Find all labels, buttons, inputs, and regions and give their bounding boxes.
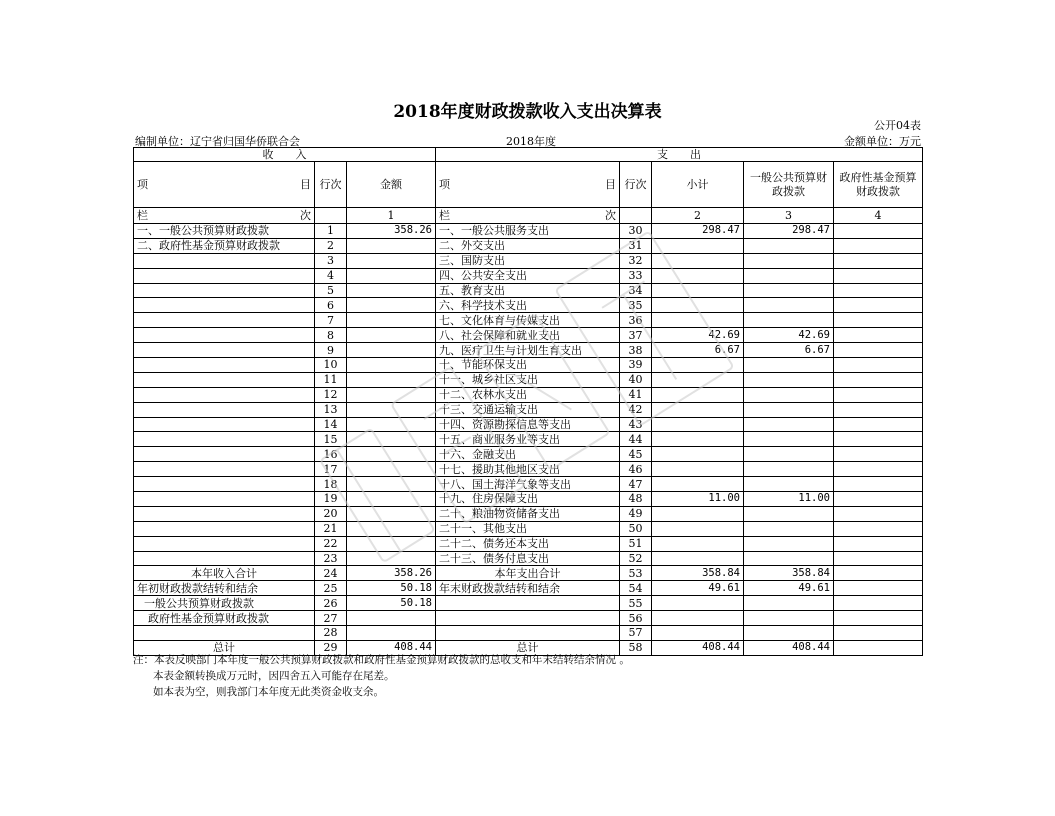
expense-subtotal-cell xyxy=(652,268,744,283)
expense-item-cell: 一、一般公共服务支出 xyxy=(436,224,620,239)
income-item-cell xyxy=(134,432,315,447)
income-amount-cell xyxy=(347,402,436,417)
income-row-no-cell: 28 xyxy=(315,626,347,641)
expense-item-cell: 十三、交通运输支出 xyxy=(436,402,620,417)
expense-fund-cell xyxy=(834,536,923,551)
expense-subtotal-cell: 11.00 xyxy=(652,492,744,507)
income-amount-cell: 358.26 xyxy=(347,566,436,581)
table-row xyxy=(134,372,923,387)
income-amount-cell xyxy=(347,387,436,402)
expense-item-cell: 七、文化体育与传媒支出 xyxy=(436,313,620,328)
expense-general-cell xyxy=(744,611,834,626)
income-amount-cell: 50.18 xyxy=(347,581,436,596)
income-amount-cell xyxy=(347,462,436,477)
income-row-no-cell: 29 xyxy=(315,640,347,655)
income-amount-cell xyxy=(347,268,436,283)
income-amount-cell: 408.44 xyxy=(347,640,436,655)
income-section-header: 收 入 xyxy=(134,148,436,162)
income-amount-cell xyxy=(347,298,436,313)
expense-row-no-cell: 51 xyxy=(620,536,652,551)
expense-subtotal-cell xyxy=(652,596,744,611)
expense-item-cell: 十一、城乡社区支出 xyxy=(436,372,620,387)
expense-general-cell xyxy=(744,477,834,492)
table-row xyxy=(134,462,923,477)
expense-row-no-cell: 43 xyxy=(620,417,652,432)
income-amount-cell xyxy=(347,492,436,507)
income-row-no-cell: 27 xyxy=(315,611,347,626)
expense-general-cell xyxy=(744,372,834,387)
income-item-cell xyxy=(134,551,315,566)
footnote-1: 注：本表反映部门本年度一般公共预算财政拨款和政府性基金预算财政拨款的总收支和年末结转结余情况 。 xyxy=(133,654,630,666)
column-header-row xyxy=(134,162,923,208)
expense-fund-cell xyxy=(834,447,923,462)
expense-row-no-cell: 58 xyxy=(620,640,652,655)
expense-row-no-cell: 32 xyxy=(620,253,652,268)
compiling-unit: 编制单位：辽宁省归国华侨联合会 xyxy=(135,135,300,148)
expense-subtotal-cell xyxy=(652,506,744,521)
expense-item-cell: 五、教育支出 xyxy=(436,283,620,298)
income-item-cell: 本年收入合计 xyxy=(134,566,315,581)
income-item-cell xyxy=(134,506,315,521)
income-amount-cell xyxy=(347,238,436,253)
income-row-no-cell: 14 xyxy=(315,417,347,432)
expense-item-cell xyxy=(436,596,620,611)
income-item-cell xyxy=(134,372,315,387)
expense-subtotal-cell: 298.47 xyxy=(652,224,744,239)
income-row-no-cell: 10 xyxy=(315,358,347,373)
expense-fund-cell xyxy=(834,551,923,566)
year-total-row xyxy=(134,566,923,581)
expense-fund-cell xyxy=(834,506,923,521)
expense-subtotal-header: 小计 xyxy=(652,162,744,208)
income-row-no-cell: 12 xyxy=(315,387,347,402)
footnote-3: 如本表为空，则我部门本年度无此类资金收支余。 xyxy=(153,686,384,698)
expense-subtotal-cell: 408.44 xyxy=(652,640,744,655)
expense-item-cell: 总计 xyxy=(436,640,620,655)
expense-item-header: 项 目 xyxy=(436,162,620,208)
income-item-cell xyxy=(134,477,315,492)
expense-subtotal-cell xyxy=(652,477,744,492)
expense-row-no-header: 行次 xyxy=(620,162,652,208)
expense-colno-blank xyxy=(620,208,652,224)
income-row-no-cell: 23 xyxy=(315,551,347,566)
income-item-cell xyxy=(134,402,315,417)
table-row xyxy=(134,253,923,268)
expense-general-cell: 6.67 xyxy=(744,343,834,358)
income-colno-blank xyxy=(315,208,347,224)
expense-fund-cell xyxy=(834,626,923,641)
expense-subtotal-cell xyxy=(652,417,744,432)
income-row-no-cell: 16 xyxy=(315,447,347,462)
income-item-cell xyxy=(134,358,315,373)
table-row xyxy=(134,477,923,492)
expense-colno-label: 栏 次 xyxy=(436,208,620,224)
currency-unit: 金额单位：万元 xyxy=(844,135,921,148)
expense-general-cell xyxy=(744,402,834,417)
expense-fund-cell xyxy=(834,283,923,298)
income-row-no-cell: 24 xyxy=(315,566,347,581)
expense-row-no-cell: 57 xyxy=(620,626,652,641)
expense-item-cell: 十、节能环保支出 xyxy=(436,358,620,373)
expense-subtotal-cell xyxy=(652,626,744,641)
income-item-cell xyxy=(134,417,315,432)
expense-general-cell xyxy=(744,536,834,551)
expense-general-cell xyxy=(744,387,834,402)
expense-subtotal-cell xyxy=(652,283,744,298)
table-row xyxy=(134,447,923,462)
expense-item-cell: 八、社会保障和就业支出 xyxy=(436,328,620,343)
expense-fund-cell xyxy=(834,268,923,283)
section-header-row xyxy=(134,148,923,162)
table-row xyxy=(134,492,923,507)
income-item-cell: 总计 xyxy=(134,640,315,655)
income-row-no-cell: 7 xyxy=(315,313,347,328)
expense-general-cell xyxy=(744,313,834,328)
expense-row-no-cell: 53 xyxy=(620,566,652,581)
expense-fund-cell xyxy=(834,313,923,328)
fiscal-appropriation-table xyxy=(133,147,923,656)
expense-general-cell xyxy=(744,447,834,462)
income-item-cell xyxy=(134,343,315,358)
expense-subtotal-cell xyxy=(652,462,744,477)
income-row-no-cell: 13 xyxy=(315,402,347,417)
expense-section-header: 支 出 xyxy=(436,148,923,162)
expense-fund-cell xyxy=(834,477,923,492)
expense-general-cell xyxy=(744,283,834,298)
expense-subtotal-cell xyxy=(652,313,744,328)
income-item-cell xyxy=(134,462,315,477)
expense-item-cell: 二十二、债务还本支出 xyxy=(436,536,620,551)
expense-row-no-cell: 50 xyxy=(620,521,652,536)
table-row xyxy=(134,536,923,551)
expense-row-no-cell: 36 xyxy=(620,313,652,328)
expense-fund-cell xyxy=(834,298,923,313)
footnotes xyxy=(133,652,630,700)
income-row-no-cell: 18 xyxy=(315,477,347,492)
expense-row-no-cell: 55 xyxy=(620,596,652,611)
expense-item-cell: 十四、资源勘探信息等支出 xyxy=(436,417,620,432)
income-item-cell: 一、一般公共预算财政拨款 xyxy=(134,224,315,239)
expense-fund-cell xyxy=(834,581,923,596)
table-row xyxy=(134,506,923,521)
expense-subtotal-cell xyxy=(652,358,744,373)
income-row-no-cell: 25 xyxy=(315,581,347,596)
income-amount-cell xyxy=(347,313,436,328)
income-row-no-cell: 17 xyxy=(315,462,347,477)
expense-fund-cell xyxy=(834,596,923,611)
income-item-cell xyxy=(134,328,315,343)
footnote-2: 本表金额转换成万元时，因四舍五入可能存在尾差。 xyxy=(153,670,395,682)
income-amount-cell: 50.18 xyxy=(347,596,436,611)
income-row-no-cell: 9 xyxy=(315,343,347,358)
table-row xyxy=(134,521,923,536)
income-amount-cell xyxy=(347,447,436,462)
colno-3: 3 xyxy=(744,208,834,224)
expense-row-no-cell: 56 xyxy=(620,611,652,626)
expense-item-cell: 十八、国土海洋气象等支出 xyxy=(436,477,620,492)
expense-subtotal-cell xyxy=(652,387,744,402)
expense-subtotal-cell xyxy=(652,447,744,462)
income-item-cell: 一般公共预算财政拨款 xyxy=(134,596,315,611)
expense-item-cell: 二、外交支出 xyxy=(436,238,620,253)
expense-fund-cell xyxy=(834,640,923,655)
income-amount-cell xyxy=(347,283,436,298)
table-row xyxy=(134,298,923,313)
income-row-no-cell: 5 xyxy=(315,283,347,298)
expense-fund-cell xyxy=(834,417,923,432)
income-item-cell xyxy=(134,447,315,462)
table-row xyxy=(134,283,923,298)
table-row xyxy=(134,387,923,402)
form-number: 公开04表 xyxy=(874,119,921,132)
expense-subtotal-cell: 6.67 xyxy=(652,343,744,358)
colno-2: 2 xyxy=(652,208,744,224)
income-amount-cell xyxy=(347,343,436,358)
expense-fund-cell xyxy=(834,372,923,387)
table-row xyxy=(134,551,923,566)
expense-subtotal-cell xyxy=(652,432,744,447)
expense-general-cell xyxy=(744,268,834,283)
colno-4: 4 xyxy=(834,208,923,224)
expense-subtotal-cell xyxy=(652,372,744,387)
income-amount-cell xyxy=(347,253,436,268)
income-amount-cell xyxy=(347,372,436,387)
expense-subtotal-cell xyxy=(652,253,744,268)
expense-row-no-cell: 37 xyxy=(620,328,652,343)
expense-general-cell xyxy=(744,238,834,253)
income-item-cell xyxy=(134,283,315,298)
expense-subtotal-cell xyxy=(652,402,744,417)
table-row xyxy=(134,343,923,358)
expense-row-no-cell: 34 xyxy=(620,283,652,298)
income-row-no-cell: 4 xyxy=(315,268,347,283)
expense-subtotal-cell xyxy=(652,238,744,253)
expense-row-no-cell: 35 xyxy=(620,298,652,313)
expense-fund-cell xyxy=(834,224,923,239)
expense-subtotal-cell: 358.84 xyxy=(652,566,744,581)
income-amount-cell xyxy=(347,551,436,566)
income-amount-cell xyxy=(347,521,436,536)
expense-item-cell: 六、科学技术支出 xyxy=(436,298,620,313)
table-row xyxy=(134,417,923,432)
expense-fund-cell xyxy=(834,238,923,253)
income-amount-header: 金额 xyxy=(347,162,436,208)
income-item-cell xyxy=(134,268,315,283)
expense-fund-cell xyxy=(834,521,923,536)
income-row-no-cell: 11 xyxy=(315,372,347,387)
income-item-cell xyxy=(134,313,315,328)
expense-general-cell xyxy=(744,417,834,432)
balance-row xyxy=(134,611,923,626)
expense-general-cell xyxy=(744,626,834,641)
expense-subtotal-cell xyxy=(652,521,744,536)
income-amount-cell xyxy=(347,536,436,551)
expense-general-cell: 408.44 xyxy=(744,640,834,655)
expense-fund-cell xyxy=(834,462,923,477)
expense-general-header: 一般公共预算财政拨款 xyxy=(744,162,834,208)
income-amount-cell xyxy=(347,611,436,626)
expense-subtotal-cell xyxy=(652,611,744,626)
expense-row-no-cell: 30 xyxy=(620,224,652,239)
expense-subtotal-cell: 49.61 xyxy=(652,581,744,596)
table-row xyxy=(134,238,923,253)
expense-fund-cell xyxy=(834,492,923,507)
expense-general-cell xyxy=(744,358,834,373)
expense-item-cell: 三、国防支出 xyxy=(436,253,620,268)
expense-fund-cell xyxy=(834,432,923,447)
income-row-no-cell: 22 xyxy=(315,536,347,551)
income-amount-cell xyxy=(347,477,436,492)
income-row-no-cell: 8 xyxy=(315,328,347,343)
income-row-no-cell: 3 xyxy=(315,253,347,268)
expense-row-no-cell: 40 xyxy=(620,372,652,387)
expense-fund-cell xyxy=(834,566,923,581)
expense-item-cell: 本年支出合计 xyxy=(436,566,620,581)
expense-item-cell: 二十、粮油物资储备支出 xyxy=(436,506,620,521)
expense-item-cell: 二十一、其他支出 xyxy=(436,521,620,536)
expense-fund-cell xyxy=(834,387,923,402)
income-item-header: 项 目 xyxy=(134,162,315,208)
expense-fund-cell xyxy=(834,611,923,626)
income-amount-cell xyxy=(347,626,436,641)
expense-row-no-cell: 41 xyxy=(620,387,652,402)
expense-row-no-cell: 52 xyxy=(620,551,652,566)
expense-general-cell xyxy=(744,521,834,536)
income-row-no-cell: 2 xyxy=(315,238,347,253)
expense-item-cell: 十二、农林水支出 xyxy=(436,387,620,402)
expense-general-cell: 358.84 xyxy=(744,566,834,581)
expense-row-no-cell: 47 xyxy=(620,477,652,492)
expense-fund-cell xyxy=(834,343,923,358)
income-row-no-cell: 21 xyxy=(315,521,347,536)
expense-fund-cell xyxy=(834,402,923,417)
page-title: 2018年度财政拨款收入支出决算表 xyxy=(393,102,662,122)
expense-row-no-cell: 38 xyxy=(620,343,652,358)
income-row-no-cell: 20 xyxy=(315,506,347,521)
expense-general-cell xyxy=(744,596,834,611)
income-item-cell xyxy=(134,536,315,551)
expense-item-cell: 年末财政拨款结转和结余 xyxy=(436,581,620,596)
expense-subtotal-cell xyxy=(652,298,744,313)
income-amount-cell xyxy=(347,432,436,447)
expense-row-no-cell: 48 xyxy=(620,492,652,507)
table-row xyxy=(134,224,923,239)
expense-fund-cell xyxy=(834,253,923,268)
income-colno-label: 栏 次 xyxy=(134,208,315,224)
income-item-cell: 政府性基金预算财政拨款 xyxy=(134,611,315,626)
expense-general-cell xyxy=(744,462,834,477)
income-item-cell: 二、政府性基金预算财政拨款 xyxy=(134,238,315,253)
expense-general-cell xyxy=(744,253,834,268)
income-item-cell xyxy=(134,298,315,313)
expense-general-cell xyxy=(744,298,834,313)
expense-item-cell: 十五、商业服务业等支出 xyxy=(436,432,620,447)
balance-row xyxy=(134,581,923,596)
expense-row-no-cell: 54 xyxy=(620,581,652,596)
income-row-no-cell: 19 xyxy=(315,492,347,507)
expense-general-cell xyxy=(744,432,834,447)
expense-fund-header: 政府性基金预算财政拨款 xyxy=(834,162,923,208)
income-amount-cell xyxy=(347,417,436,432)
income-item-cell: 年初财政拨款结转和结余 xyxy=(134,581,315,596)
expense-item-cell xyxy=(436,611,620,626)
expense-subtotal-cell xyxy=(652,536,744,551)
income-item-cell xyxy=(134,253,315,268)
expense-row-no-cell: 42 xyxy=(620,402,652,417)
expense-general-cell xyxy=(744,551,834,566)
expense-item-cell: 九、医疗卫生与计划生育支出 xyxy=(436,343,620,358)
expense-item-cell: 十七、援助其他地区支出 xyxy=(436,462,620,477)
balance-row xyxy=(134,626,923,641)
expense-item-cell: 二十三、债务付息支出 xyxy=(436,551,620,566)
expense-item-cell: 十九、住房保障支出 xyxy=(436,492,620,507)
column-number-row xyxy=(134,208,923,224)
colno-1: 1 xyxy=(347,208,436,224)
expense-item-cell xyxy=(436,626,620,641)
expense-row-no-cell: 39 xyxy=(620,358,652,373)
table-row xyxy=(134,313,923,328)
income-row-no-header: 行次 xyxy=(315,162,347,208)
fiscal-year: 2018年度 xyxy=(506,135,556,148)
table-row xyxy=(134,328,923,343)
income-item-cell xyxy=(134,387,315,402)
table-row xyxy=(134,358,923,373)
income-row-no-cell: 6 xyxy=(315,298,347,313)
table-row xyxy=(134,402,923,417)
income-item-cell xyxy=(134,492,315,507)
expense-item-cell: 四、公共安全支出 xyxy=(436,268,620,283)
income-row-no-cell: 26 xyxy=(315,596,347,611)
expense-fund-cell xyxy=(834,328,923,343)
income-amount-cell xyxy=(347,506,436,521)
income-amount-cell: 358.26 xyxy=(347,224,436,239)
expense-subtotal-cell: 42.69 xyxy=(652,328,744,343)
expense-row-no-cell: 31 xyxy=(620,238,652,253)
expense-general-cell: 298.47 xyxy=(744,224,834,239)
table-row xyxy=(134,268,923,283)
income-row-no-cell: 15 xyxy=(315,432,347,447)
expense-subtotal-cell xyxy=(652,551,744,566)
expense-row-no-cell: 46 xyxy=(620,462,652,477)
expense-general-cell: 49.61 xyxy=(744,581,834,596)
expense-row-no-cell: 49 xyxy=(620,506,652,521)
income-amount-cell xyxy=(347,328,436,343)
table-row xyxy=(134,432,923,447)
income-item-cell xyxy=(134,521,315,536)
expense-item-cell: 十六、金融支出 xyxy=(436,447,620,462)
expense-general-cell: 42.69 xyxy=(744,328,834,343)
expense-fund-cell xyxy=(834,358,923,373)
balance-row xyxy=(134,596,923,611)
expense-row-no-cell: 44 xyxy=(620,432,652,447)
expense-general-cell: 11.00 xyxy=(744,492,834,507)
expense-general-cell xyxy=(744,506,834,521)
income-row-no-cell: 1 xyxy=(315,224,347,239)
income-amount-cell xyxy=(347,358,436,373)
income-item-cell xyxy=(134,626,315,641)
expense-row-no-cell: 33 xyxy=(620,268,652,283)
expense-row-no-cell: 45 xyxy=(620,447,652,462)
